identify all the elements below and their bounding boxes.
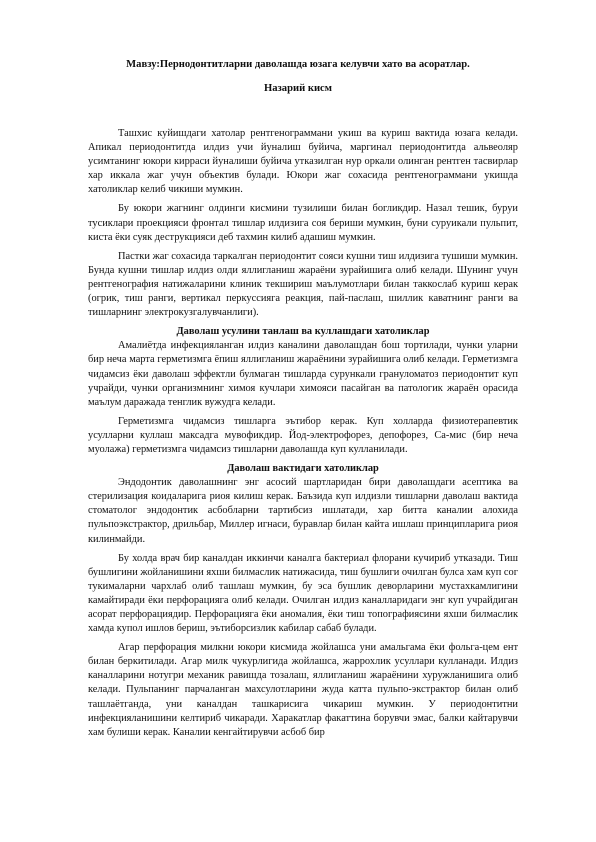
paragraph: Эндодонтик даволашнинг энг асосий шартларидан бири даволашдаги асептика ва стерилизация коидаларига риоя килиш керак. Баъзида куп илдизли тишларни даволаш вактида стоматолог эндодонтик асбобларни тартибсиз ишлатади, хар битта каналии алохида пульпоэкстрактор, дрильбар, Миллер игнаси, буравлар билан кайта ишлаш принципларига риоя килинмайди. (88, 477, 518, 545)
paragraph: Бу юкори жагнинг олдинги кисмини тузилиши билан богликдир. Назал тешик, буруи тусиклари проекцияси фронтал тишлар илдизига соя бериши мумкин, буни суруикали пульпит, киста ёки суяк деструкцияси деб тахмин килиб адашиш мумкин. (88, 203, 518, 243)
paragraph: Агар перфорация милкни юкори кисмида жойлашса уни амальгама ёки фольга-цем ент билан беркитилади. Агар милк чукурлигида жойлашса, жаррохлик усуллари кулланади. Илдиз каналларини нотугри механик равишда тозалаш, яллигланиш жараёнини хуружланишига олиб келади. Пульпанинг парчаланган махсулотларини жуда катта пульпо-экстрактор билан олиб ташлаётганда, уни каналдан ташкарисига чикариш мумкин. У периодонтитни инфекцияланишини келтириб чикаради. Харакатлар факаттина борувчи эмас, балки кайтарувчи хам булиши керак. Каналии кенгайтирувчи асбоб бир (88, 642, 518, 738)
section-heading: Даволаш вактидаги хатоликлар (227, 463, 379, 475)
paragraph: Амалиётда инфекцияланган илдиз каналини даволашдан бош тортилади, чунки уларни бир неча марта герметизмга ёпиш яллигланиш жараёнини зурайишига олиб келади. Герметизмга чидамсиз ёки даволаш эффектли булмаган тишларда сурункали грануломатоз периодонтит куп учрайди, чунки организмнинг химоя кучлари химояси пасайган ва патологик жараён орасида маълум даражада тенглик вужудга келади. (88, 340, 518, 408)
paragraph: Бу холда врач бир каналдан иккинчи каналга бактериал флорани кучириб утказади. Тиш бушлигини жойланишини яхши билмаслик натижасида, тиш бушлиги очилган булса хам куп сог тукималарни чархлаб олиб ташлаш мумкин, бу эса бушлик деворларини мустахкамлигини камайтиради ёки перфорацияга олиб келади. Очилган илдиз каналларидаги энг куп учрайдиган асорат перфорациядир. Перфорацияга ёки аномалия, ёки тиш топографиясини яхши билмаслик хамда купол ишлов бериш, эътиборсизлик кабилар сабаб булади. (88, 552, 518, 635)
section-heading: Даволаш усулини танлаш ва куллашдаги хатоликлар (176, 326, 430, 338)
document-title: Мавзу:Пернодонтитларни даволашда юзага келувчи хато ва асоратлар. (126, 59, 470, 70)
paragraph: Пастки жаг сохасида таркалган периодонтит сояси кушни тиш илдизига тушиши мумкин. Бунда кушни тишлар илдиз олди яллигланиш жараёни зурайишига олиб келади. Шунинг учун рентгенография натижаларини клиник текшириш маълумотлари билан таккослаб куриш керак (огрик, тиш ранги, вертикал перкуссияга реакция, пай-паслаш, шиллик каватнинг ранги ва тишларнинг электрокузгалувчанлиги). (88, 250, 518, 319)
document-body (88, 127, 518, 745)
paragraph: Ташхис куйишдаги хатолар рентгенограммани укиш ва куриш вактида юзага келади. Апикал периодонтитда илдиз учи йуналиш буйича, маргинал периодонтитда альвеоляр усимтанинг юкори кирраси йуналиши буйича утказилган нур оркали олинган рентген тасвирлар хар иккала жаг учун объектив булади. Юкори жаг сохасида рентгенограммани укишда хатоликлар келиб чикиши мумкин. (88, 128, 518, 196)
paragraph: Герметизмга чидамсиз тишларга эътибор керак. Куп холларда физиотерапевтик усулларни куллаш максадга мувофикдир. Йод-электрофорез, депофорез, Са-мис (бир неча муолажа) герметизмга чидамсиз тишларни даволашда куп кулланилади. (88, 415, 518, 455)
document-subtitle: Назарий кисм (264, 83, 332, 94)
